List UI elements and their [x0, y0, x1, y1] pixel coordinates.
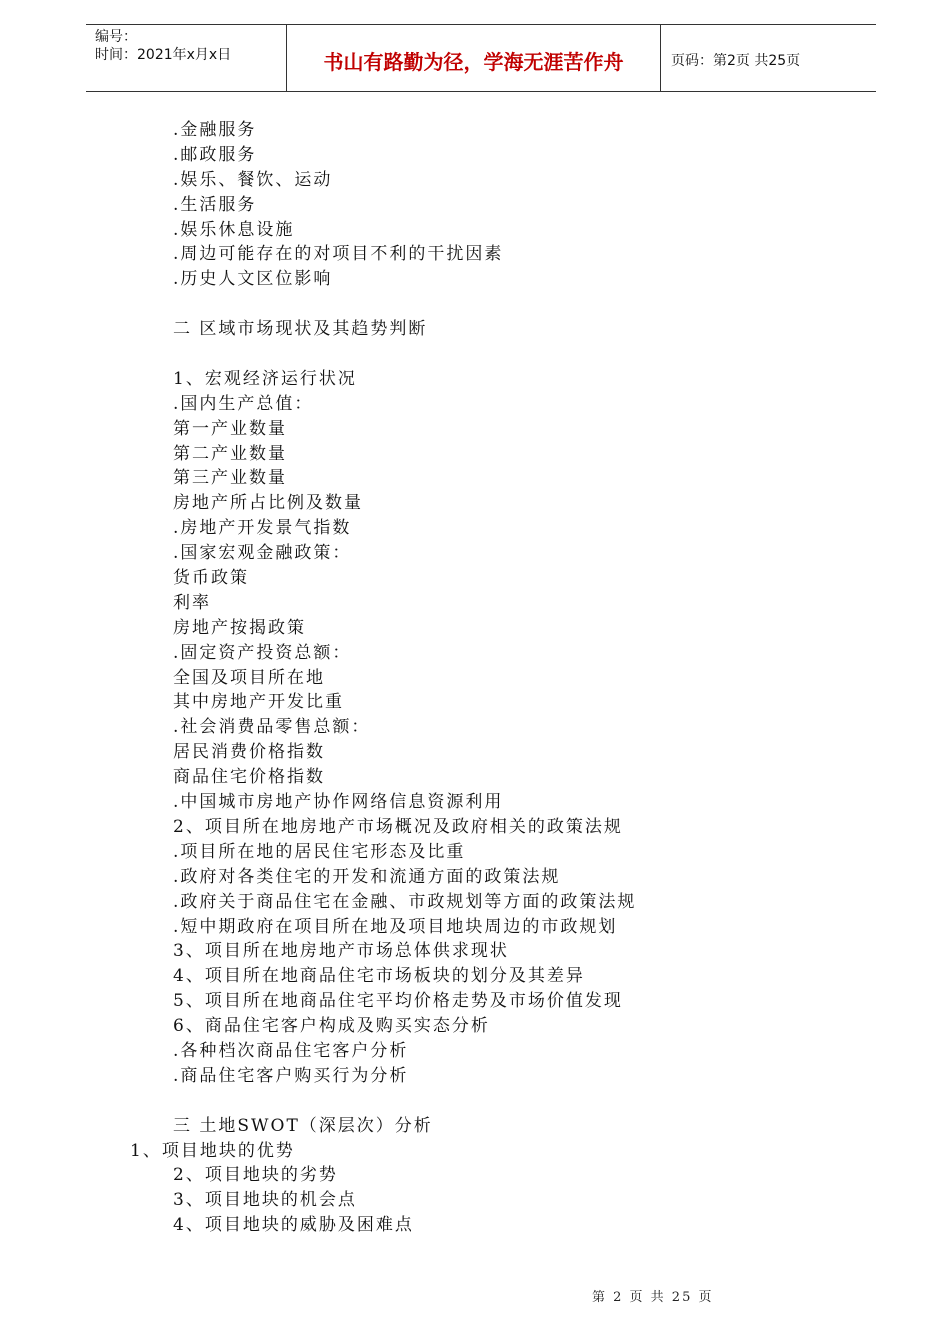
body-line: 其中房地产开发比重	[173, 692, 344, 713]
section-heading: 三 土地SWOT（深层次）分析	[173, 1115, 433, 1136]
body-line: 6、商品住宅客户构成及购买实态分析	[173, 1016, 490, 1037]
body-line: 居民消费价格指数	[173, 742, 325, 763]
body-line: 第二产业数量	[173, 443, 287, 464]
header-meta	[86, 25, 286, 91]
body-line: 第一产业数量	[173, 418, 287, 439]
body-line: 2、项目地块的劣势	[173, 1165, 338, 1186]
body-line: .历史人文区位影响	[173, 269, 333, 290]
body-line: .国家宏观金融政策：	[173, 543, 352, 564]
body-line: 第三产业数量	[173, 468, 287, 489]
body-line: 利率	[173, 592, 211, 613]
body-line: 全国及项目所在地	[173, 667, 325, 688]
body-line: .邮政服务	[173, 144, 257, 165]
body-line: .娱乐休息设施	[173, 219, 295, 240]
body-line: 商品住宅价格指数	[173, 767, 325, 788]
body-line: .中国城市房地产协作网络信息资源利用	[173, 792, 504, 813]
body-line: .生活服务	[173, 194, 257, 215]
document-body	[0, 118, 950, 1238]
body-line: 1、宏观经济运行状况	[173, 368, 357, 389]
body-line: 2、项目所在地房地产市场概况及政府相关的政策法规	[173, 816, 623, 837]
body-line: .项目所在地的居民住宅形态及比重	[173, 841, 466, 862]
page-header	[86, 24, 876, 92]
body-line: .国内生产总值：	[173, 393, 314, 414]
spacer	[0, 342, 950, 367]
body-line: 1、项目地块的优势	[130, 1140, 295, 1161]
body-line: .周边可能存在的对项目不利的干扰因素	[173, 244, 504, 265]
document-time-label: 时间：2021年x月x日	[95, 47, 232, 63]
body-line: .固定资产投资总额：	[173, 642, 352, 663]
body-line: 4、项目所在地商品住宅市场板块的划分及其差异	[173, 966, 585, 987]
body-line: 房地产所占比例及数量	[173, 493, 363, 514]
spacer	[0, 292, 950, 317]
body-line: .娱乐、餐饮、运动	[173, 169, 333, 190]
header-motto: 书山有路勤为径，学海无涯苦作舟	[286, 25, 661, 91]
body-line: 5、项目所在地商品住宅平均价格走势及市场价值发现	[173, 991, 623, 1012]
body-line: .金融服务	[173, 120, 257, 140]
body-line: 4、项目地块的威胁及困难点	[173, 1215, 414, 1236]
body-line: .房地产开发景气指数	[173, 518, 352, 539]
body-line: .商品住宅客户购买行为分析	[173, 1065, 409, 1086]
body-line: .短中期政府在项目所在地及项目地块周边的市政规划	[173, 916, 618, 937]
body-line: 房地产按揭政策	[173, 617, 306, 638]
page-footer: 第 2 页 共 25 页	[592, 1290, 714, 1305]
body-line: .各种档次商品住宅客户分析	[173, 1040, 409, 1061]
body-line: 货币政策	[173, 568, 249, 589]
header-page-info: 页码：第2页 共25页	[671, 53, 801, 69]
section-heading: 二 区域市场现状及其趋势判断	[173, 319, 428, 340]
body-line: 3、项目地块的机会点	[173, 1190, 357, 1211]
body-line: .政府关于商品住宅在金融、市政规划等方面的政策法规	[173, 891, 637, 912]
body-line: 3、项目所在地房地产市场总体供求现状	[173, 941, 509, 962]
body-line: .政府对各类住宅的开发和流通方面的政策法规	[173, 866, 561, 887]
spacer	[0, 1089, 950, 1114]
document-number-label: 编号：	[95, 29, 137, 45]
body-line: .社会消费品零售总额：	[173, 717, 371, 738]
